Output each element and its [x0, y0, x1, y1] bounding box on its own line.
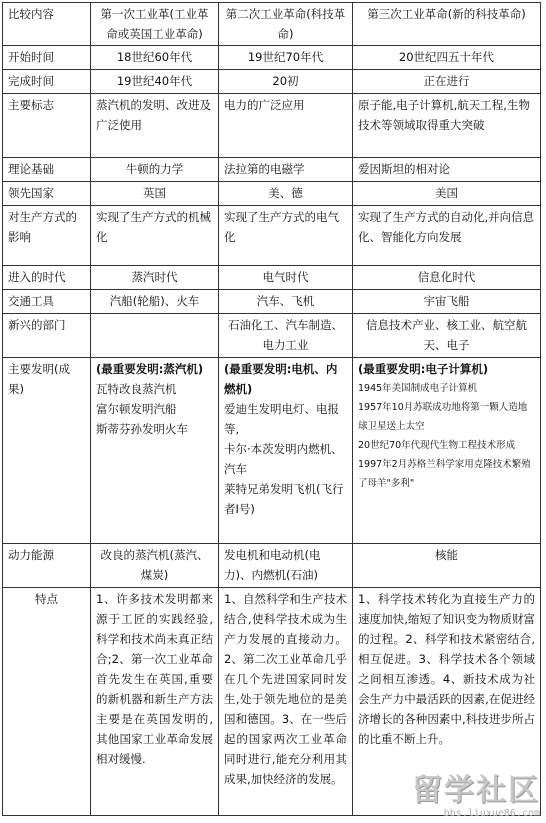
list-item: 斯蒂芬孙发明火车: [96, 422, 188, 436]
row-label: 新兴的部门: [3, 314, 91, 358]
invention-heading: (最重要发明:电机、内燃机): [224, 362, 338, 396]
table-cell: 19世纪40年代: [91, 70, 219, 94]
table-cell: 原子能,电子计算机,航天工程,生物技术等领域取得重大突破: [353, 94, 541, 158]
watermark-url: bbs.liuxue86.com: [443, 808, 540, 819]
row-label: 对生产方式的影响: [3, 206, 91, 266]
table-cell: 发电机和电动机(电力)、内燃机(石油): [219, 544, 353, 588]
table-cell: 1、许多技术发明都来源于工匠的实践经验,科学和技术尚未真正结合;2、第一次工业革命首先发生在英国,重要的新机器和新生产方法主要是在英国发明的,其他国家工业革命发展相对缓慢.: [91, 588, 219, 816]
table-cell: 1、自然科学和生产技术结合,使科学技术成为生产力发展的直接动力。2、第二次工业革命几乎在几个先进国家同时发生,处于领先地位的是美国和德国。3、在一些后起的国家两次工业革命同时进行,能充分利用其成果,加快经济的发展。: [219, 588, 353, 816]
table-cell: 电气时代: [219, 266, 353, 290]
table-row: [3, 206, 541, 266]
watermark-logo: 留学社区: [412, 773, 540, 808]
header-cell: 第三次工业革命(新的科技革命): [353, 3, 541, 46]
table-cell: 20初: [219, 70, 353, 94]
row-label: 交通工具: [3, 290, 91, 314]
table-cell: 20世纪四五十年代: [353, 46, 541, 70]
table-cell: 汽车、飞机: [219, 290, 353, 314]
table-cell: 信息技术产业、核工业、航空航天、电子: [353, 314, 541, 358]
table-cell: 法拉第的电磁学: [219, 158, 353, 182]
table-cell: 核能: [353, 544, 541, 588]
invention-heading: (最重要发明:电子计算机): [358, 362, 489, 376]
header-cell: 第二次工业革命(科技革命): [219, 3, 353, 46]
header-cell: 比较内容: [3, 3, 91, 46]
comparison-table: [2, 2, 541, 816]
table-cell: 信息化时代: [353, 266, 541, 290]
table-row: [3, 94, 541, 158]
table-row: [3, 266, 541, 290]
header-cell: 第一次工业革(工业革命或英国工业革命): [91, 3, 219, 46]
list-item: 瓦特改良蒸汽机: [96, 382, 177, 396]
row-label: 动力能源: [3, 544, 91, 588]
table-row: [3, 46, 541, 70]
watermark: [412, 774, 540, 819]
table-cell: 19世纪70年代: [219, 46, 353, 70]
table-cell: 汽船(轮船)、火车: [91, 290, 219, 314]
list-item: 1957年10月苏联成功地将第一颗人造地球卫星送上太空: [358, 402, 528, 432]
table-cell: 蒸汽机的发明、改进及广泛使用: [91, 94, 219, 158]
table-cell: 实现了生产方式的机械化: [91, 206, 219, 266]
table-cell: [91, 358, 219, 544]
row-label: 完成时间: [3, 70, 91, 94]
table-row: [3, 290, 541, 314]
table-cell: 改良的蒸汽机(蒸汽、煤炭): [91, 544, 219, 588]
row-label: 主要标志: [3, 94, 91, 158]
row-label: 领先国家: [3, 182, 91, 206]
row-label: 特点: [3, 588, 91, 816]
list-item: 卡尔·本茨发明内燃机、汽车: [224, 442, 343, 476]
table-cell: [353, 358, 541, 544]
table-cell: 实现了生产方式的电气化: [219, 206, 353, 266]
table-cell: 美国: [353, 182, 541, 206]
invention-heading: (最重要发明:蒸汽机): [96, 362, 204, 376]
table-cell: 石油化工、汽车制造、电力工业: [219, 314, 353, 358]
row-label: 理论基础: [3, 158, 91, 182]
table-row: [3, 544, 541, 588]
table-cell: 正在进行: [353, 70, 541, 94]
table-row: [3, 158, 541, 182]
table-row: [3, 358, 541, 544]
table-cell: [219, 358, 353, 544]
table-cell: 蒸汽时代: [91, 266, 219, 290]
list-item: 富尔顿发明汽船: [96, 402, 177, 416]
row-label: 开始时间: [3, 46, 91, 70]
list-item: 爱迪生发明电灯、电报等,: [224, 402, 339, 436]
table-row: [3, 70, 541, 94]
table-cell: [91, 314, 219, 358]
table-row: [3, 314, 541, 358]
table-cell: 牛顿的力学: [91, 158, 219, 182]
table-cell: 爱因斯坦的相对论: [353, 158, 541, 182]
table-cell: 英国: [91, 182, 219, 206]
table-cell: 电力的广泛应用: [219, 94, 353, 158]
table-cell: 1、科学技术转化为直接生产力的速度加快,缩短了知识变为物质财富的过程。2、科学和技术紧密结合,相互促进。3、科学技术各个领域之间相互渗透。4、新技术成为社会生产力中最活跃的因素,在促进经济增长的各种因素中,科技进步所占的比重不断上升。: [353, 588, 541, 816]
list-item: 莱特兄弟发明飞机(飞行者I号): [224, 482, 344, 516]
list-item: 20世纪70年代现代生物工程技术形成: [358, 440, 516, 451]
list-item: 1997年2月苏格兰科学家用克隆技术繁殖了母羊"多利": [358, 459, 531, 489]
table-cell: 宇宙飞船: [353, 290, 541, 314]
table-cell: 美、德: [219, 182, 353, 206]
row-label: 主要发明(成果): [3, 358, 91, 544]
header-row: [3, 3, 541, 46]
table-cell: 实现了生产方式的自动化,并向信息化、智能化方向发展: [353, 206, 541, 266]
list-item: 1945年美国制成电子计算机: [358, 383, 478, 394]
table-row: [3, 182, 541, 206]
table-cell: 18世纪60年代: [91, 46, 219, 70]
row-label: 进入的时代: [3, 266, 91, 290]
